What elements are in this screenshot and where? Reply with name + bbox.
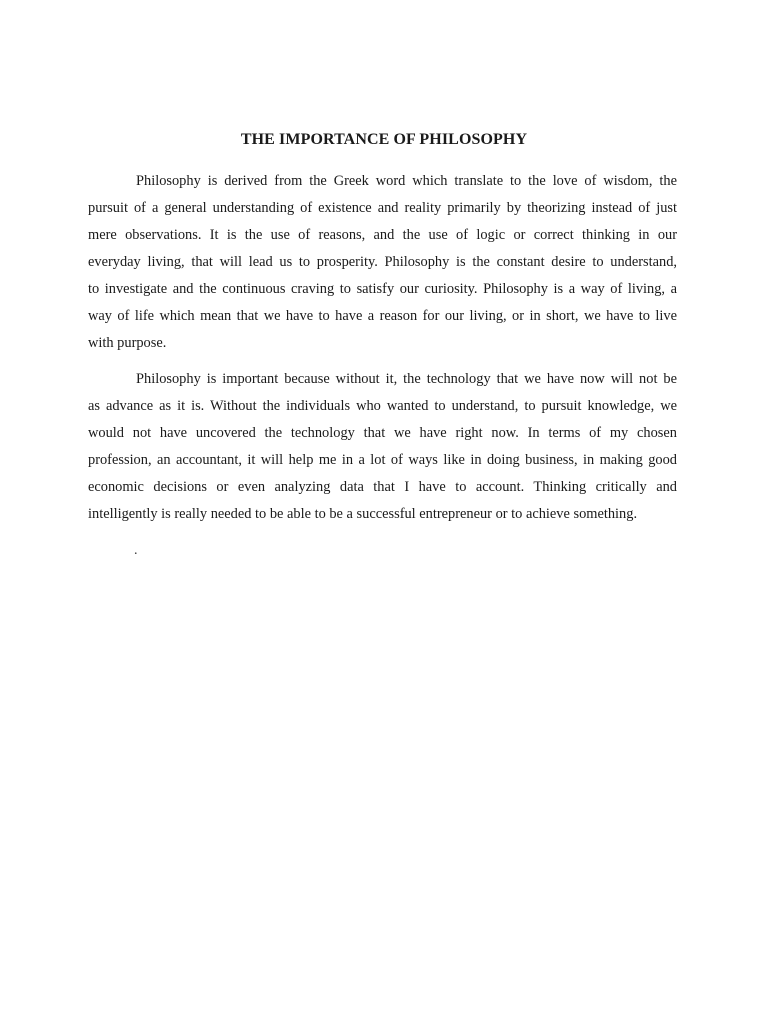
paragraph-2: [88, 366, 677, 528]
paragraph-2-line-1: [88, 366, 677, 393]
paragraph-1-line-1: [88, 168, 677, 195]
paragraph-1-line-4: everyday living, that will lead us to prosperity. Philosophy is the constant desire to understand,: [88, 254, 677, 270]
document-title: THE IMPORTANCE OF PHILOSOPHY: [240, 131, 528, 148]
paragraph-2-line-4: profession, an accountant, it will help me in a lot of ways like in doing business, in making good: [88, 452, 677, 468]
paragraph-1: [88, 168, 677, 357]
paragraph-1-line-7: with purpose.: [88, 335, 167, 351]
paragraph-2-line-1-text: Philosophy is important because without it, the technology that we have now will not be: [136, 371, 677, 387]
paragraph-2-line-5: economic decisions or even analyzing data that I have to account. Thinking critically and: [88, 479, 677, 495]
paragraph-1-line-6: way of life which mean that we have to have a reason for our living, or in short, we have to live: [88, 308, 677, 324]
paragraph-1-line-5: to investigate and the continuous craving to satisfy our curiosity. Philosophy is a way of living, a: [88, 281, 677, 297]
stray-period-mark: .: [134, 543, 138, 558]
paragraph-2-line-3: would not have uncovered the technology that we have right now. In terms of my chosen: [88, 425, 677, 441]
paragraph-1-line-1-text: Philosophy is derived from the Greek word which translate to the love of wisdom, the: [136, 173, 677, 189]
paragraph-2-line-6: intelligently is really needed to be able to be a successful entrepreneur or to achieve something.: [88, 506, 638, 522]
paragraph-1-line-2: pursuit of a general understanding of existence and reality primarily by theorizing instead of just: [88, 200, 677, 216]
paragraph-2-line-2: as advance as it is. Without the individuals who wanted to understand, to pursuit knowledge, we: [88, 398, 677, 414]
paragraph-1-line-3: mere observations. It is the use of reasons, and the use of logic or correct thinking in our: [88, 227, 677, 243]
